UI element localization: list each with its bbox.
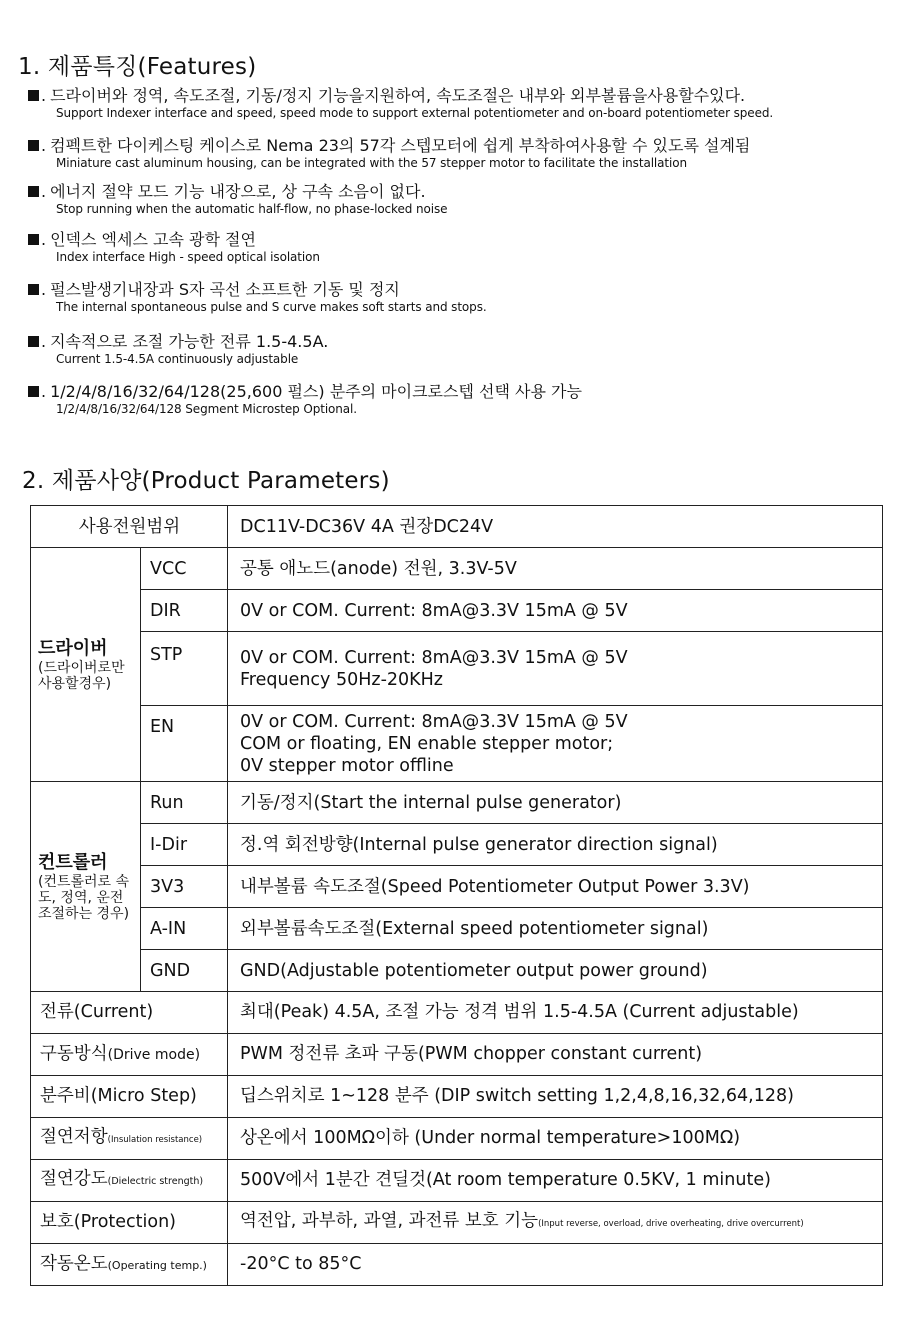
driver-vcc-value: 공통 애노드(anode) 전원, 3.3V-5V	[228, 548, 883, 590]
feature-ko: 지속적으로 조절 가능한 전류 1.5-4.5A.	[50, 332, 329, 351]
protection-value	[228, 1202, 883, 1244]
feature-item: . 지속적으로 조절 가능한 전류 1.5-4.5A. Current 1.5-4.5A continuously adjustable	[28, 332, 888, 367]
value-line: 0V or COM. Current: 8mA@3.3V 15mA @ 5V	[240, 711, 628, 732]
power-label: 사용전원범위	[31, 506, 228, 548]
feature-en: Index interface High - speed optical isolation	[56, 250, 320, 264]
param-label: 분주비(Micro Step)	[40, 1085, 197, 1106]
param-label: 작동온도	[40, 1253, 108, 1274]
feature-ko: 드라이버와 정역, 속도조절, 기동/정지 기능을지원하여, 속도조절은 내부와 외부볼륨을사용할수있다.	[50, 86, 746, 105]
feature-ko: 펄스발생기내장과 S자 곡선 소프트한 기동 및 정지	[50, 280, 400, 299]
table-row	[31, 632, 883, 706]
driver-en-label: EN	[141, 706, 228, 782]
param-value: 상온에서 100MΩ이하 (Under normal temperature>100MΩ)	[240, 1127, 741, 1148]
feature-en: Stop running when the automatic half-flow, no phase-locked noise	[56, 202, 448, 216]
controller-idir-label: I-Dir	[141, 824, 228, 866]
table-row	[31, 992, 883, 1034]
dielectric-strength-value	[228, 1160, 883, 1202]
square-bullet-icon	[28, 186, 39, 197]
square-bullet-icon	[28, 90, 39, 101]
param-label: 보호(Protection)	[40, 1211, 176, 1232]
square-bullet-icon	[28, 284, 39, 295]
param-label: 절연강도	[40, 1169, 108, 1189]
table-row	[31, 950, 883, 992]
controller-title: 컨트롤러	[38, 851, 108, 873]
controller-gnd-label: GND	[141, 950, 228, 992]
square-bullet-icon	[28, 234, 39, 245]
driver-note: (드라이버로만 사용할경우)	[38, 659, 125, 692]
controller-idir-value: 정.역 회전방향(Internal pulse generator direction signal)	[228, 824, 883, 866]
table-row	[31, 1244, 883, 1286]
table-row	[31, 908, 883, 950]
controller-ain-label: A-IN	[141, 908, 228, 950]
driver-stp-value	[228, 632, 883, 706]
controller-gnd-value: GND(Adjustable potentiometer output power ground)	[228, 950, 883, 992]
driver-stp-label: STP	[141, 632, 228, 706]
operating-temp-value	[228, 1244, 883, 1286]
table-row	[31, 1118, 883, 1160]
param-value: -20°C to 85°C	[240, 1253, 362, 1274]
param-label-small: (Dielectric strength)	[107, 1176, 204, 1187]
feature-item: . 에너지 절약 모드 기능 내장으로, 상 구속 소음이 없다. Stop running when the automatic half-flow, no phase-locked noise	[28, 182, 888, 217]
operating-temp-label	[31, 1244, 228, 1286]
table-row	[31, 548, 883, 590]
param-label: 전류(Current)	[40, 1001, 154, 1022]
param-value: 역전압, 과부하, 과열, 과전류 보호 기능	[240, 1211, 539, 1231]
driver-dir-value: 0V or COM. Current: 8mA@3.3V 15mA @ 5V	[228, 590, 883, 632]
insulation-resistance-value	[228, 1118, 883, 1160]
feature-item: . 펄스발생기내장과 S자 곡선 소프트한 기동 및 정지 The internal spontaneous pulse and S curve makes soft starts and stops.	[28, 280, 888, 315]
controller-run-label: Run	[141, 782, 228, 824]
param-value: 500V에서 1분간 견딜것(At room temperature 0.5KV, 1 minute)	[240, 1169, 771, 1190]
param-value: PWM 정전류 초파 구동(PWM chopper constant current)	[240, 1043, 703, 1064]
table-row	[31, 590, 883, 632]
controller-group-cell	[31, 782, 141, 992]
parameters-title: 2. 제품사양(Product Parameters)	[22, 468, 390, 494]
features-title: 1. 제품특징(Features)	[18, 54, 257, 80]
param-label-small: (Operating temp.)	[107, 1258, 207, 1272]
dielectric-strength-label	[31, 1160, 228, 1202]
table-row	[31, 1034, 883, 1076]
param-label-small: (Drive mode)	[107, 1047, 201, 1063]
table-row	[31, 866, 883, 908]
param-value-small: (Input reverse, overload, drive overheating, drive overcurrent)	[538, 1219, 804, 1229]
controller-3v3-value: 내부볼륨 속도조절(Speed Potentiometer Output Power 3.3V)	[228, 866, 883, 908]
param-label-small: (Insulation resistance)	[107, 1135, 203, 1145]
feature-en: 1/2/4/8/16/32/64/128 Segment Microstep Optional.	[56, 402, 358, 416]
table-row	[31, 1202, 883, 1244]
table-row	[31, 1160, 883, 1202]
param-label: 구동방식	[40, 1044, 108, 1064]
spec-table	[30, 505, 883, 1286]
feature-ko: 컴펙트한 다이케스팅 케이스로 Nema 23의 57각 스텝모터에 쉽게 부착하여사용할 수 있도록 설계됨	[50, 136, 751, 155]
protection-label	[31, 1202, 228, 1244]
micro-step-label	[31, 1076, 228, 1118]
table-row	[31, 1076, 883, 1118]
feature-item: . 컴펙트한 다이케스팅 케이스로 Nema 23의 57각 스텝모터에 쉽게 부착하여사용할 수 있도록 설계됨 Miniature cast aluminum housing, can be integrated with the 57 stepper motor to facilitate the installation	[28, 136, 888, 171]
controller-3v3-label: 3V3	[141, 866, 228, 908]
table-row	[31, 782, 883, 824]
drive-mode-value	[228, 1034, 883, 1076]
driver-dir-label: DIR	[141, 590, 228, 632]
table-row	[31, 506, 883, 548]
feature-en: Current 1.5-4.5A continuously adjustable	[56, 352, 299, 366]
current-value	[228, 992, 883, 1034]
value-line: 0V stepper motor offline	[240, 755, 454, 776]
driver-title: 드라이버	[38, 637, 108, 659]
value-line: 0V or COM. Current: 8mA@3.3V 15mA @ 5V	[240, 647, 628, 668]
param-value: 최대(Peak) 4.5A, 조절 가능 정격 범위 1.5-4.5A (Current adjustable)	[240, 1001, 799, 1022]
power-value: DC11V-DC36V 4A 권장DC24V	[228, 506, 883, 548]
controller-ain-value: 외부볼륨속도조절(External speed potentiometer signal)	[228, 908, 883, 950]
value-line: COM or floating, EN enable stepper motor;	[240, 733, 614, 754]
current-label	[31, 992, 228, 1034]
micro-step-value	[228, 1076, 883, 1118]
drive-mode-label	[31, 1034, 228, 1076]
feature-ko: 에너지 절약 모드 기능 내장으로, 상 구속 소음이 없다.	[50, 182, 426, 201]
param-label: 절연저항	[40, 1127, 108, 1147]
driver-vcc-label: VCC	[141, 548, 228, 590]
driver-en-value	[228, 706, 883, 782]
feature-item: . 드라이버와 정역, 속도조절, 기동/정지 기능을지원하여, 속도조절은 내부와 외부볼륨을사용할수있다. Support Indexer interface and speed, speed mode to support external potentiometer and on-board potentiometer speed.	[28, 86, 888, 121]
feature-en: Miniature cast aluminum housing, can be integrated with the 57 stepper motor to facilitate the installation	[56, 156, 688, 170]
insulation-resistance-label	[31, 1118, 228, 1160]
feature-ko: 1/2/4/8/16/32/64/128(25,600 펄스) 분주의 마이크로스텝 선택 사용 가능	[50, 382, 582, 401]
table-row	[31, 824, 883, 866]
square-bullet-icon	[28, 140, 39, 151]
controller-run-value: 기동/정지(Start the internal pulse generator)	[228, 782, 883, 824]
driver-group-cell	[31, 548, 141, 782]
feature-en: Support Indexer interface and speed, speed mode to support external potentiometer and on-board potentiometer speed.	[56, 106, 774, 120]
table-row	[31, 706, 883, 782]
feature-item: . 1/2/4/8/16/32/64/128(25,600 펄스) 분주의 마이크로스텝 선택 사용 가능 1/2/4/8/16/32/64/128 Segment Microstep Optional.	[28, 382, 888, 417]
square-bullet-icon	[28, 336, 39, 347]
feature-ko: 인덱스 엑세스 고속 광학 절연	[50, 230, 256, 249]
value-line: Frequency 50Hz-20KHz	[240, 669, 443, 690]
feature-item: . 인덱스 엑세스 고속 광학 절연 Index interface High - speed optical isolation	[28, 230, 888, 265]
square-bullet-icon	[28, 386, 39, 397]
param-value: 딥스위치로 1~128 분주 (DIP switch setting 1,2,4,8,16,32,64,128)	[240, 1085, 794, 1106]
feature-en: The internal spontaneous pulse and S curve makes soft starts and stops.	[56, 300, 487, 314]
controller-note: (컨트롤러로 속도, 정역, 운전조절하는 경우)	[38, 873, 130, 922]
